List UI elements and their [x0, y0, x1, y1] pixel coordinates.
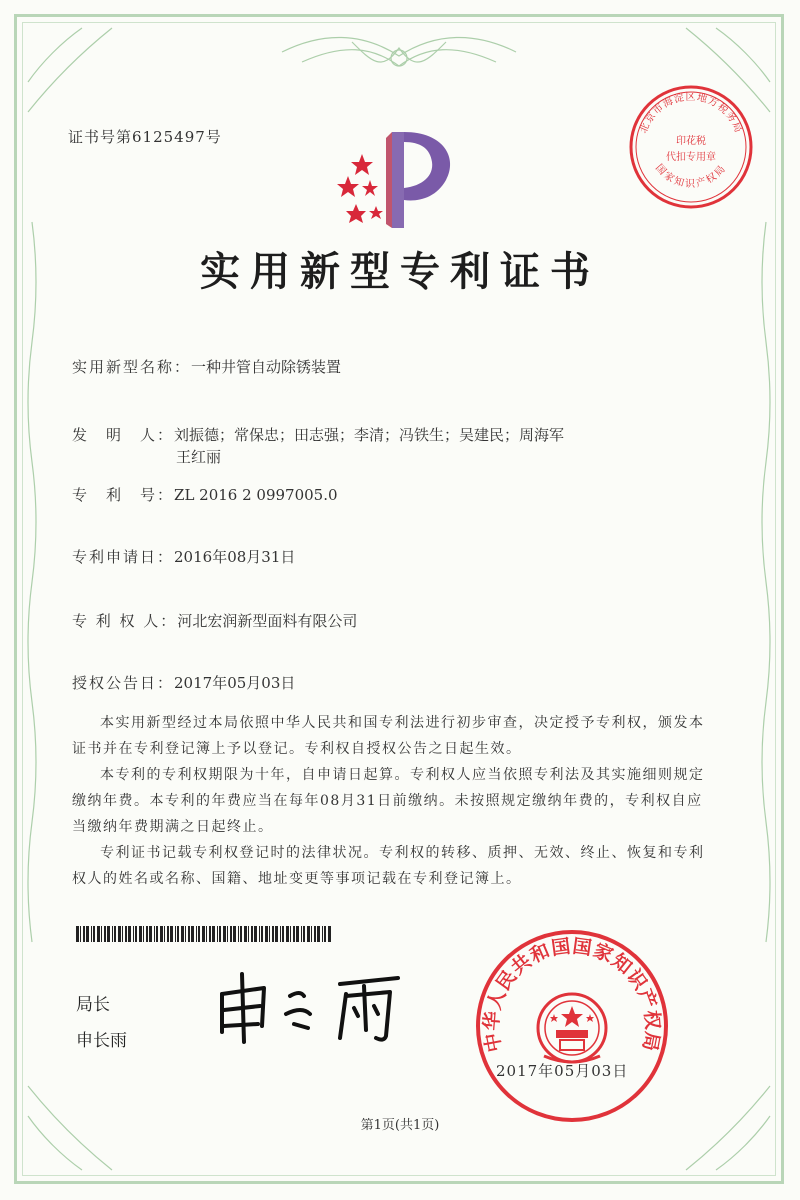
tax-stamp-outer-text: 北京市海淀区地方税务局	[638, 92, 744, 136]
paragraph-1: 本实用新型经过本局依照中华人民共和国专利法进行初步审查，决定授予专利权，颁发本证书并在专利登记簿上予以登记。专利权自授权公告之日起生效。	[72, 715, 705, 757]
paragraph-2: 本专利的专利权期限为十年，自申请日起算。专利权人应当依照专利法及其实施细则规定缴纳年费。本专利的年费应当在每年08月31日前缴纳。未按照规定缴纳年费的，专利权自应当缴纳年费期满之日起终止。	[72, 767, 705, 835]
field-value: 河北宏润新型面料有限公司	[177, 612, 358, 630]
seal-date: 2017年05月03日	[496, 1062, 629, 1080]
director-signature-icon	[208, 966, 408, 1046]
tax-stamp-inner-line1: 印花税	[676, 136, 706, 147]
field-patent-number	[72, 484, 338, 505]
cnipa-logo-icon	[326, 128, 466, 232]
field-inventors-line2: 王红丽	[176, 448, 222, 466]
field-utility-model-name	[72, 356, 341, 377]
field-label: 实用新型名称：	[72, 358, 192, 376]
field-value: ZL 2016 2 0997005.0	[174, 486, 338, 504]
field-patentee	[72, 610, 357, 631]
svg-text:国家知识产权局	[653, 162, 729, 190]
national-emblem-icon	[538, 994, 606, 1062]
field-label: 专 利 号：	[72, 486, 175, 504]
certificate-title: 实用新型专利证书	[200, 248, 600, 295]
field-inventors	[72, 424, 564, 445]
field-value: 2016年08月31日	[174, 548, 296, 566]
barcode-icon	[76, 926, 332, 942]
director-title: 局长	[76, 995, 110, 1015]
svg-text:北京市海淀区地方税务局	[637, 90, 744, 135]
tax-stamp-bottom-text: 国家知识产权局	[653, 162, 729, 190]
director-name: 申长雨	[76, 1031, 127, 1051]
field-label: 专 利 权 人：	[72, 612, 178, 630]
seal-outer-text: 中华人民共和国国家知识产权局	[480, 935, 664, 1054]
field-label: 专利申请日：	[72, 548, 175, 566]
field-label: 授权公告日：	[72, 674, 175, 692]
tax-stamp-seal	[626, 82, 756, 212]
cnipa-official-seal	[474, 928, 670, 1124]
field-value: 一种井管自动除锈装置	[191, 358, 342, 376]
field-value: 刘振德；常保忠；田志强；李清；冯铁生；吴建民；周海军	[174, 426, 565, 444]
field-filing-date	[72, 546, 295, 567]
tax-stamp-inner-line2: 代扣专用章	[666, 152, 716, 163]
field-label: 发 明 人：	[72, 426, 175, 444]
certificate-number: 证书号第6125497号	[68, 128, 222, 146]
page-indicator: 第1页(共1页)	[360, 1118, 440, 1133]
field-grant-date	[72, 672, 295, 693]
paragraph-3: 专利证书记载专利权登记时的法律状况。专利权的转移、质押、无效、终止、恢复和专利权人的姓名或名称、国籍、地址变更等事项记载在专利登记簿上。	[72, 845, 705, 887]
field-value: 2017年05月03日	[174, 674, 296, 692]
